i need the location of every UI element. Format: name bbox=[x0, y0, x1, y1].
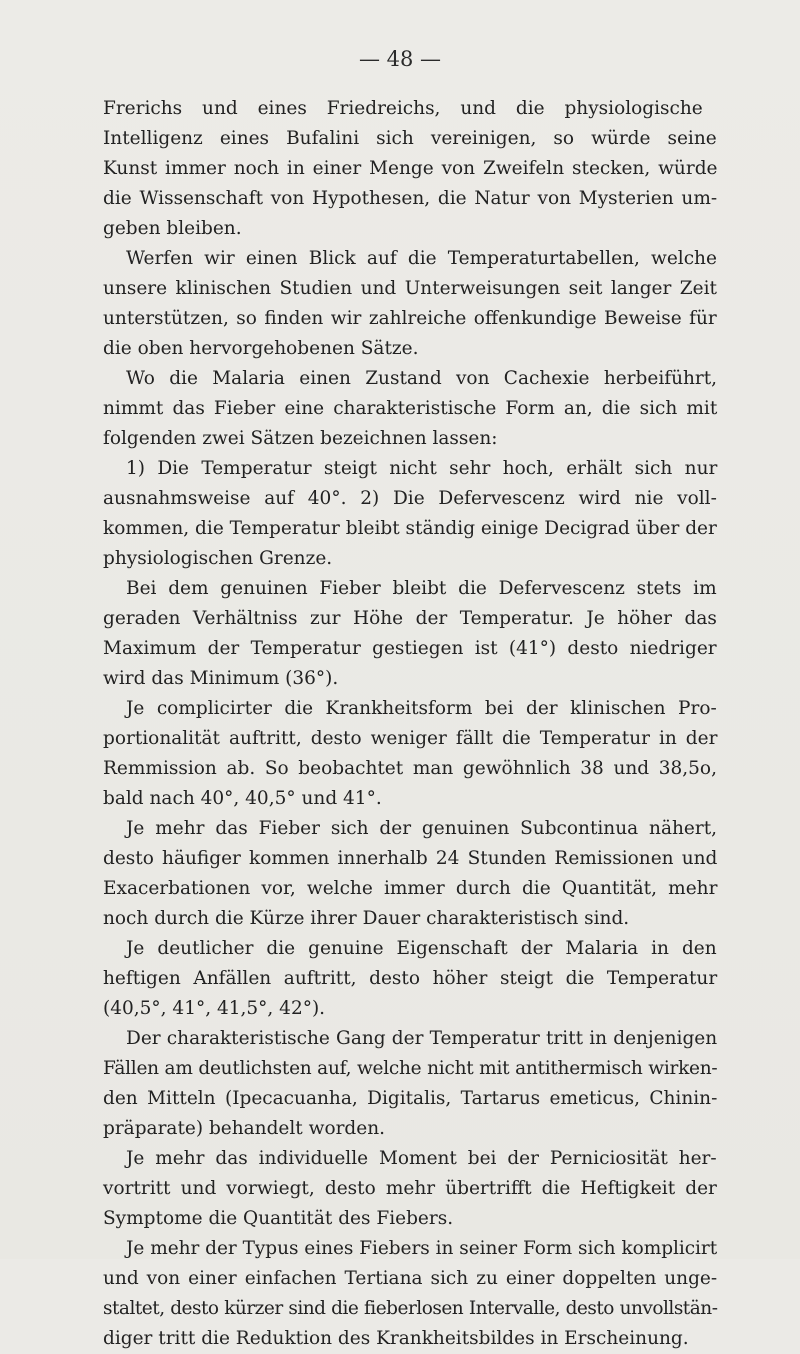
text-line: Der charakteristische Gang der Temperatur tritt in denjenigen bbox=[126, 1028, 718, 1049]
text-line: die oben hervorgehobenen Sätze. bbox=[103, 338, 419, 359]
text-line: Maximum der Temperatur gestiegen ist (41°) desto niedriger bbox=[103, 638, 717, 659]
text-line: noch durch die Kürze ihrer Dauer charakteristisch sind. bbox=[103, 908, 630, 929]
text-line: staltet, desto kürzer sind die fieberlosen Intervalle, desto unvollstän- bbox=[103, 1298, 718, 1319]
text-line: Je complicirter die Krankheitsform bei der klinischen Pro- bbox=[126, 698, 717, 719]
text-line: Werfen wir einen Blick auf die Temperaturtabellen, welche bbox=[126, 248, 717, 269]
text-line: präparate) behandelt worden. bbox=[103, 1118, 386, 1139]
text-line: Kunst immer noch in einer Menge von Zweifeln stecken, würde bbox=[103, 158, 718, 179]
text-line: Je mehr das individuelle Moment bei der Perniciosität her- bbox=[126, 1148, 717, 1169]
text-line: Je mehr der Typus eines Fiebers in seiner Form sich komplicirt bbox=[126, 1238, 718, 1259]
text-line: geraden Verhältniss zur Höhe der Temperatur. Je höher das bbox=[103, 608, 717, 629]
text-line: nimmt das Fieber eine charakteristische Form an, die sich mit bbox=[103, 398, 718, 419]
text-line: Je mehr das Fieber sich der genuinen Subcontinua nähert, bbox=[126, 818, 718, 839]
text-line: folgenden zwei Sätzen bezeichnen lassen: bbox=[103, 428, 498, 449]
text-line: Frerichs und eines Friedreichs, und die physiologische bbox=[103, 98, 703, 119]
text-line: diger tritt die Reduktion des Krankheitsbildes in Erscheinung. bbox=[103, 1328, 689, 1349]
text-line: 1) Die Temperatur steigt nicht sehr hoch, erhält sich nur bbox=[126, 458, 718, 479]
text-line: Je deutlicher die genuine Eigenschaft der Malaria in den bbox=[126, 938, 717, 959]
text-line: kommen, die Temperatur bleibt ständig einige Decigrad über der bbox=[103, 518, 717, 539]
text-line: unterstützen, so finden wir zahlreiche offenkundige Beweise für bbox=[103, 308, 717, 329]
text-line: Wo die Malaria einen Zustand von Cachexie herbeiführt, bbox=[126, 368, 718, 389]
text-line: Exacerbationen vor, welche immer durch die Quantität, mehr bbox=[103, 878, 718, 899]
text-line: desto häufiger kommen innerhalb 24 Stunden Remissionen und bbox=[103, 848, 718, 869]
text-line: wird das Minimum (36°). bbox=[103, 668, 339, 689]
text-line: die Wissenschaft von Hypothesen, die Natur von Mysterien um- bbox=[103, 188, 718, 209]
text-line: Fällen am deutlichsten auf, welche nicht mit antithermisch wirken- bbox=[103, 1058, 718, 1079]
page-number: — 48 — bbox=[358, 47, 442, 71]
text-line: unsere klinischen Studien und Unterweisungen seit langer Zeit bbox=[103, 278, 717, 299]
text-line: heftigen Anfällen auftritt, desto höher steigt die Temperatur bbox=[103, 968, 718, 989]
text-line: vortritt und vorwiegt, desto mehr übertrifft die Heftigkeit der bbox=[103, 1178, 717, 1199]
text-line: Symptome die Quantität des Fiebers. bbox=[103, 1208, 454, 1229]
text-line: Bei dem genuinen Fieber bleibt die Defervescenz stets im bbox=[126, 578, 717, 599]
text-line: bald nach 40°, 40,5° und 41°. bbox=[103, 788, 382, 809]
text-line: physiologischen Grenze. bbox=[103, 548, 333, 569]
text-line: den Mitteln (Ipecacuanha, Digitalis, Tartarus emeticus, Chinin- bbox=[103, 1088, 718, 1109]
text-line: Remmission ab. So beobachtet man gewöhnlich 38 und 38,5o, bbox=[103, 758, 717, 779]
text-line: ausnahmsweise auf 40°. 2) Die Defervescenz wird nie voll- bbox=[103, 488, 717, 509]
text-line: (40,5°, 41°, 41,5°, 42°). bbox=[103, 998, 326, 1019]
body-text bbox=[103, 94, 717, 1354]
text-line: geben bleiben. bbox=[103, 218, 242, 239]
text-line: portionalität auftritt, desto weniger fällt die Temperatur in der bbox=[103, 728, 718, 749]
text-line: Intelligenz eines Bufalini sich vereinigen, so würde seine bbox=[103, 128, 717, 149]
text-line: und von einer einfachen Tertiana sich zu einer doppelten unge- bbox=[103, 1268, 718, 1289]
